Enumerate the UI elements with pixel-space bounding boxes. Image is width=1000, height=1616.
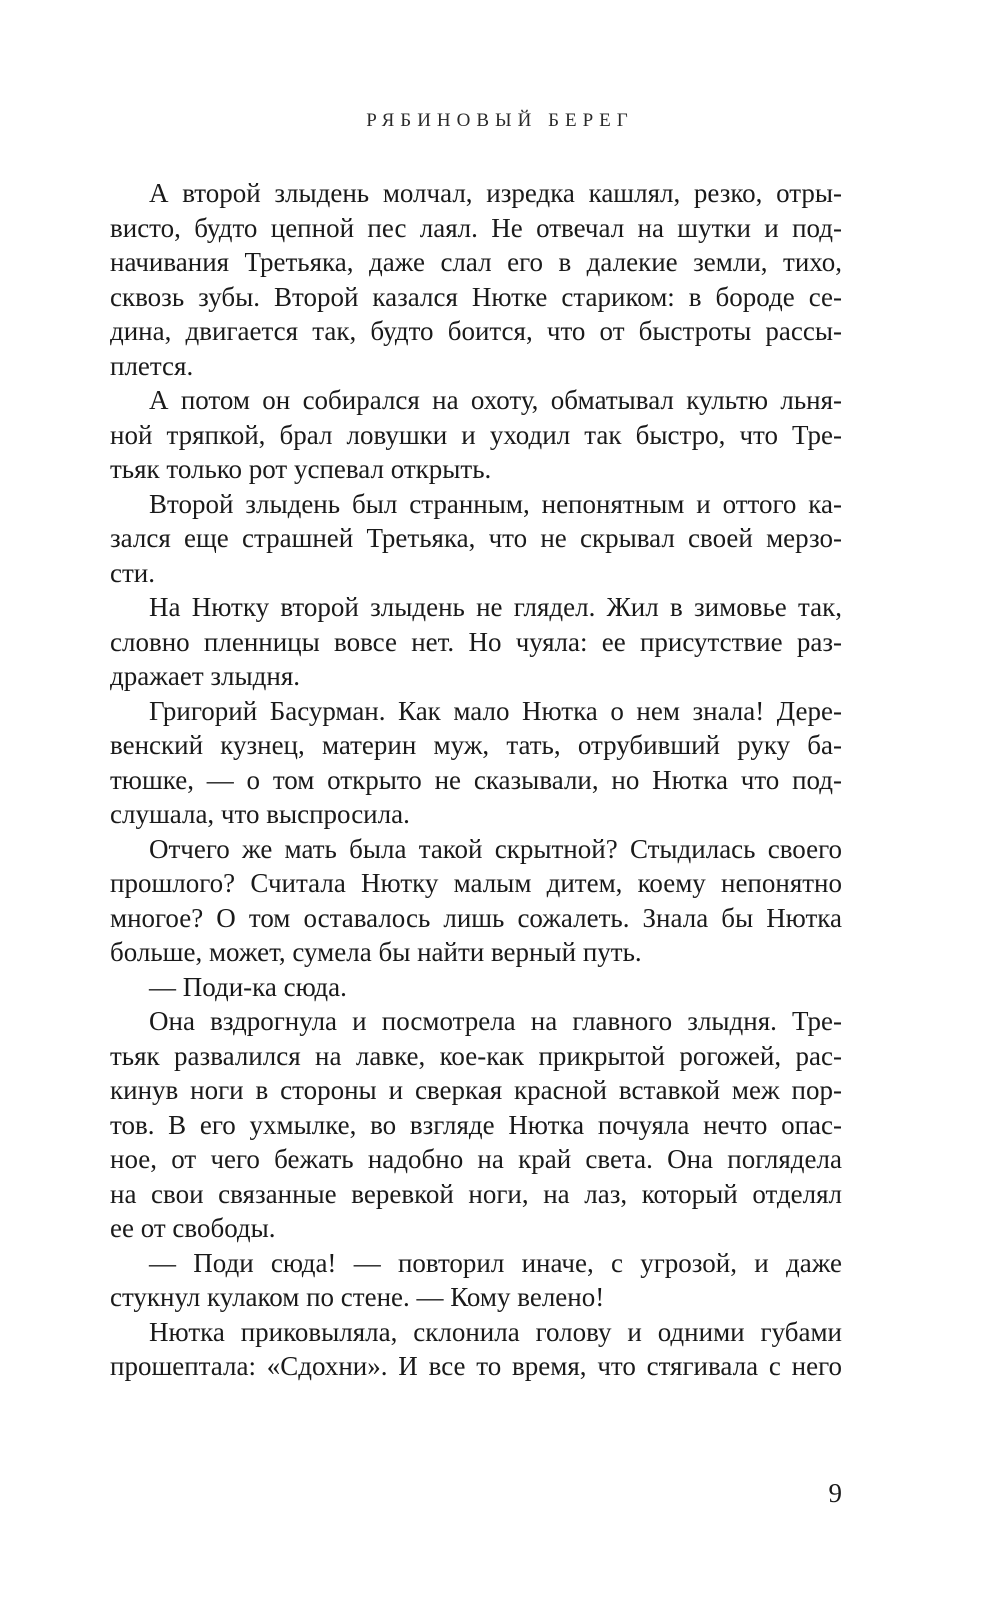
text-line: зался еще страшней Третьяка, что не скрывал своей мерзо-: [110, 523, 842, 553]
text-line: прошептала: «Сдохни». И все то время, что стягивала с него: [110, 1351, 842, 1381]
text-line: многое? О том оставалось лишь сожалеть. Знала бы Нютка: [110, 902, 842, 933]
text-line: сквозь зубы. Второй казался Нютке стариком: в бороде се-: [110, 281, 842, 312]
text-line: сти.: [110, 557, 155, 588]
text-line: начивания Третьяка, даже слал его в далекие земли, тихо,: [110, 247, 842, 277]
text-line: — Поди сюда! — повторил иначе, с угрозой, и даже: [149, 1247, 842, 1278]
text-line: венский кузнец, материн муж, тать, отрубивший руку ба-: [110, 730, 842, 760]
text-line: на свои связанные веревкой ноги, на лаз, который отделял: [110, 1178, 842, 1209]
running-header: РЯБИНОВЫЙ БЕРЕГ: [366, 110, 634, 131]
text-line: Второй злыдень был странным, непонятным и оттого ка-: [149, 488, 842, 519]
text-line: — Поди-ка сюда.: [149, 971, 347, 1002]
text-line: А второй злыдень молчал, изредка кашлял, резко, отры-: [149, 178, 842, 208]
text-line: больше, может, сумела бы найти верный путь.: [110, 937, 642, 967]
body-text: [110, 176, 842, 1384]
text-line: слушала, что выспросила.: [110, 799, 410, 829]
text-line: Она вздрогнула и посмотрела на главного злыдня. Тре-: [149, 1006, 842, 1036]
text-line: тьяк развалился на лавке, кое-как прикрытой рогожей, рас-: [110, 1040, 842, 1071]
text-line: А потом он собирался на охоту, обматывал культю льня-: [149, 385, 842, 415]
text-line: висто, будто цепной пес лаял. Не отвечал на шутки и под-: [110, 212, 842, 243]
text-line: Отчего же мать была такой скрытной? Стыдилась своего: [149, 833, 842, 864]
text-line: Нютка приковыляла, склонила голову и одними губами: [149, 1316, 842, 1347]
text-line: На Нютку второй злыдень не глядел. Жил в зимовье так,: [149, 592, 842, 622]
text-line: плется.: [110, 350, 194, 381]
text-line: тюшке, — о том открыто не сказывали, но Нютка что под-: [110, 764, 842, 795]
text-line: стукнул кулаком по стене. — Кому велено!: [110, 1282, 605, 1312]
text-line: ее от свободы.: [110, 1213, 276, 1243]
text-line: словно пленницы вовсе нет. Но чуяла: ее присутствие раз-: [110, 626, 842, 657]
text-line: ное, от чего бежать надобно на край света. Она поглядела: [110, 1144, 842, 1174]
text-line: кинув ноги в стороны и сверкая красной вставкой меж пор-: [110, 1075, 842, 1105]
text-line: прошлого? Считала Нютку малым дитем, коему непонятно: [110, 868, 842, 898]
page-number: 9: [828, 1478, 842, 1508]
text-line: тьяк только рот успевал открыть.: [110, 454, 492, 484]
text-line: дина, двигается так, будто боится, что от быстроты рассы-: [110, 316, 842, 346]
text-line: тов. В его ухмылке, во взгляде Нютка почуяла нечто опас-: [110, 1109, 842, 1140]
text-line: ной тряпкой, брал ловушки и уходил так быстро, что Тре-: [110, 419, 842, 450]
text-line: Григорий Басурман. Как мало Нютка о нем знала! Дере-: [149, 695, 842, 726]
text-line: дражает злыдня.: [110, 661, 301, 691]
